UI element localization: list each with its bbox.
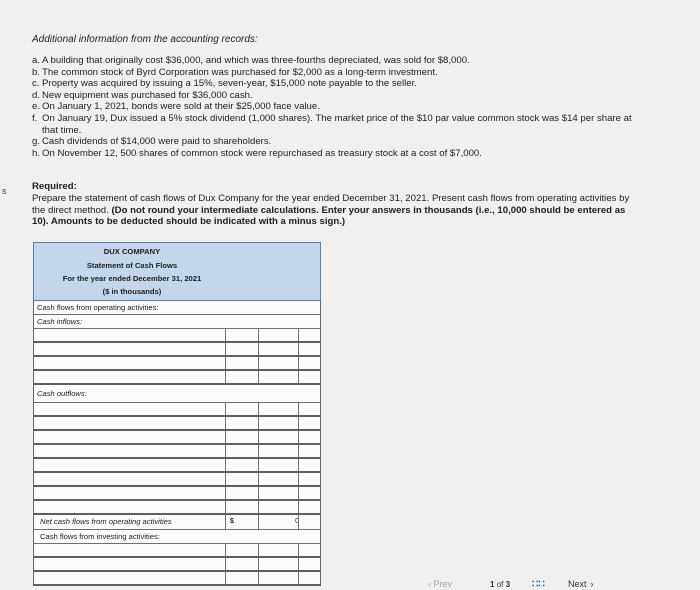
inflow-amount-input[interactable] — [259, 371, 299, 383]
item-text: New equipment was purchased for $36,000 cash. — [42, 89, 253, 101]
table-row — [34, 544, 320, 558]
table-row — [34, 572, 320, 586]
net-currency: $ — [225, 515, 263, 529]
inflow-amount-input[interactable] — [259, 329, 299, 341]
item-text: On January 1, 2021, bonds were sold at their $25,000 face value. — [42, 101, 320, 113]
investing-amount-input[interactable] — [259, 572, 299, 584]
outflow-amount-input[interactable] — [259, 501, 299, 513]
item-letter: c. — [32, 78, 40, 90]
page-of: of — [496, 580, 504, 589]
investing-account-input[interactable] — [34, 572, 225, 584]
outflow-currency-input[interactable] — [226, 431, 259, 443]
item-letter: e. — [32, 101, 41, 113]
table-row — [34, 487, 320, 501]
table-row — [34, 473, 320, 487]
inflow-currency-input[interactable] — [226, 357, 259, 369]
net-operating-value: 0 — [258, 515, 304, 529]
outflow-amount-input[interactable] — [259, 431, 299, 443]
outflows-label: Cash outflows: — [37, 389, 87, 398]
outflow-amount-input[interactable] — [259, 403, 299, 415]
outflow-currency-input[interactable] — [226, 459, 259, 471]
outflow-currency-input[interactable] — [226, 487, 259, 499]
item-text: The common stock of Byrd Corporation was purchased for $2,000 as a long-term investment. — [42, 66, 438, 78]
outflow-amount-input[interactable] — [259, 487, 299, 499]
investing-amount-input[interactable] — [259, 558, 299, 570]
table-row — [34, 371, 320, 385]
table-row — [34, 329, 320, 343]
item-letter: f. — [32, 112, 38, 124]
grid-icon[interactable]: ∷∷ — [532, 579, 545, 590]
inflow-account-input[interactable] — [34, 371, 225, 383]
investing-currency-input[interactable] — [226, 544, 259, 556]
investing-currency-input[interactable] — [226, 558, 259, 570]
table-row — [34, 558, 320, 572]
outflow-amount-input[interactable] — [259, 473, 299, 485]
outflow-currency-input[interactable] — [226, 473, 259, 485]
chevron-left-icon: ‹ — [428, 579, 434, 589]
inflow-account-input[interactable] — [34, 357, 225, 369]
list-item — [32, 148, 642, 160]
table-row — [34, 431, 320, 445]
item-letter: d. — [32, 89, 41, 101]
required-text: Prepare the statement of cash flows of Dux Company for the year ended December 31, 2021. Present cash flows from operating activities by the direct method. — [32, 192, 630, 216]
table-row — [34, 445, 320, 459]
net-operating-label — [34, 515, 231, 529]
outflow-account-input[interactable] — [34, 431, 225, 443]
inflow-amount-input[interactable] — [259, 343, 299, 355]
required-instructions: (Do not round your intermediate calculations. Enter your answers in thousands (i.e., 10,000 should be entered as 10). Amounts to be deducted should be indicated with a minus sign.) — [32, 204, 626, 228]
list-item — [32, 113, 642, 136]
outflow-amount-input[interactable] — [259, 459, 299, 471]
net-operating-text: Net cash flows from operating activities — [40, 517, 172, 526]
item-letter: a. — [32, 55, 41, 66]
item-letter: g. — [32, 136, 41, 148]
table-row — [34, 501, 320, 515]
statement-title: Statement of Cash Flows — [86, 261, 178, 270]
inflow-currency-input[interactable] — [226, 371, 259, 383]
investing-amount-input[interactable] — [259, 544, 299, 556]
total-pages: 3 — [505, 580, 511, 589]
required-heading: Required: — [32, 181, 77, 192]
item-letter: h. — [32, 147, 41, 159]
table-row — [34, 301, 320, 315]
outflow-account-input[interactable] — [34, 473, 225, 485]
cash-flow-statement — [33, 242, 321, 586]
page-indicator — [490, 580, 510, 589]
accounting-records-list — [32, 55, 642, 159]
outflow-currency-input[interactable] — [226, 417, 259, 429]
list-item — [32, 55, 642, 67]
next-label: Next — [568, 579, 587, 589]
list-item — [32, 136, 642, 148]
operating-label: Cash flows from operating activities: — [37, 303, 159, 312]
item-letter: b. — [32, 66, 41, 78]
outflow-account-input[interactable] — [34, 417, 225, 429]
table-row — [34, 385, 320, 403]
investing-account-input[interactable] — [34, 544, 225, 556]
item-text: On November 12, 500 shares of common stock were repurchased as treasury stock at a cost of $7,000. — [42, 147, 482, 159]
table-row — [34, 357, 320, 371]
outflow-amount-input[interactable] — [259, 417, 299, 429]
intro-text: Additional information from the accounting records: — [32, 34, 258, 45]
inflow-currency-input[interactable] — [226, 343, 259, 355]
table-row — [34, 530, 320, 544]
outflow-account-input[interactable] — [34, 501, 225, 513]
item-text: Property was acquired by issuing a 15%, seven-year, $15,000 note payable to the seller. — [42, 78, 417, 90]
prev-button[interactable] — [428, 579, 452, 589]
edge-mark: s — [2, 186, 7, 196]
investing-currency-input[interactable] — [226, 572, 259, 584]
company-name: DUX COMPANY — [103, 247, 161, 256]
table-row — [34, 515, 320, 530]
outflow-currency-input[interactable] — [226, 501, 259, 513]
item-text: Cash dividends of $14,000 were paid to shareholders. — [42, 136, 272, 148]
table-row — [34, 417, 320, 431]
list-item — [32, 90, 642, 102]
outflow-currency-input[interactable] — [226, 403, 259, 415]
item-text: On January 19, Dux issued a 5% stock dividend (1,000 shares). The market price of the $10 par value common stock was $14 per share at that time. — [42, 112, 632, 136]
outflow-account-input[interactable] — [34, 445, 225, 457]
table-row — [34, 315, 320, 329]
required-section — [32, 181, 642, 228]
table-row — [34, 343, 320, 357]
next-button[interactable] — [568, 579, 594, 589]
list-item — [32, 101, 642, 113]
outflow-account-input[interactable] — [34, 403, 225, 415]
list-item — [32, 78, 642, 90]
statement-units: ($ in thousands) — [102, 287, 162, 296]
current-page: 1 — [490, 580, 495, 589]
outflow-account-input[interactable] — [34, 487, 225, 499]
inflows-label: Cash inflows: — [37, 317, 83, 326]
investing-label: Cash flows from investing activities: — [40, 532, 160, 541]
list-item — [32, 67, 642, 79]
statement-period: For the year ended December 31, 2021 — [62, 274, 202, 283]
outflow-account-input[interactable] — [34, 459, 225, 471]
inflow-account-input[interactable] — [34, 329, 225, 341]
chevron-right-icon: › — [590, 579, 594, 589]
table-row — [34, 403, 320, 417]
table-row — [34, 459, 320, 473]
inflow-currency-input[interactable] — [226, 329, 259, 341]
investing-account-input[interactable] — [34, 558, 225, 570]
statement-rows — [33, 301, 321, 586]
statement-header — [33, 242, 321, 301]
prev-label: Prev — [433, 579, 453, 589]
item-text: A building that originally cost $36,000, and which was three-fourths depreciated, was sold for $8,000. — [42, 55, 470, 66]
inflow-amount-input[interactable] — [259, 357, 299, 369]
outflow-currency-input[interactable] — [226, 445, 259, 457]
outflow-amount-input[interactable] — [259, 445, 299, 457]
inflow-account-input[interactable] — [34, 343, 225, 355]
